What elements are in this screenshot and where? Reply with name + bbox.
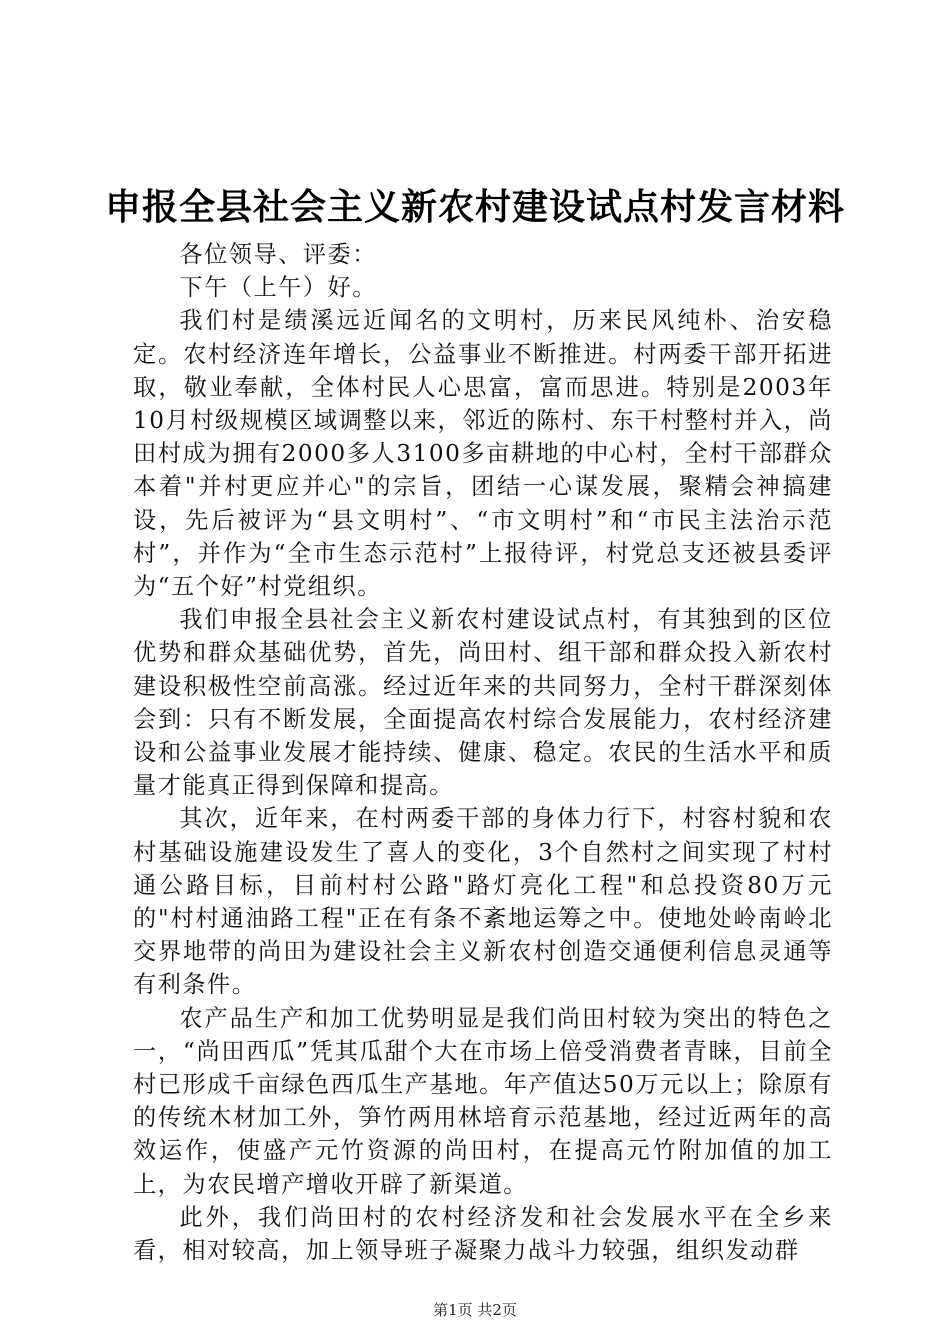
body-paragraph: 此外，我们尚田村的农村经济发和社会发展水平在全乡来看，相对较高，加上领导班子凝聚力战斗力较强，组织发动群 <box>133 1203 833 1265</box>
body-paragraph: 农产品生产和加工优势明显是我们尚田村较为突出的特色之一，“尚田西瓜”凭其瓜甜个大在市场上倍受消费者青睐，目前全村已形成千亩绿色西瓜生产基地。年产值达50万元以上；除原有的传统木材加工外，笋竹两用林培育示范基地，经过近两年的高效运作，使盛产元竹资源的尚田村，在提高元竹附加值的加工上，为农民增产增收开辟了新渠道。 <box>133 1004 833 1198</box>
body-paragraph: 我们申报全县社会主义新农村建设试点村，有其独到的区位优势和群众基础优势，首先，尚田村、组干部和群众投入新农村建设积极性空前高涨。经过近年来的共同努力，全村干群深刻体会到：只有不断发展，全面提高农村综合发展能力，农村经济建设和公益事业发展才能持续、健康、稳定。农民的生活水平和质量才能真正得到保障和提高。 <box>133 606 833 800</box>
page-number-footer: 第1页 共2页 <box>433 1301 517 1319</box>
document-body <box>133 238 833 1267</box>
greeting-paragraph: 下午（上午）好。 <box>179 274 377 302</box>
document-title: 申报全县社会主义新农村建设试点村发言材料 <box>104 187 845 228</box>
body-paragraph: 其次，近年来，在村两委干部的身体力行下，村容村貌和农村基础设施建设发生了喜人的变化，3个自然村之间实现了村村通公路目标，目前村村公路"路灯亮化工程"和总投资80万元的"村村通油路工程"正在有条不紊地运筹之中。使地处岭南岭北交界地带的尚田为建设社会主义新农村创造交通便利信息灵通等有利条件。 <box>133 805 833 999</box>
salutation-paragraph: 各位领导、评委： <box>179 241 377 268</box>
body-paragraph: 我们村是绩溪远近闻名的文明村，历来民风纯朴、治安稳定。农村经济连年增长，公益事业不断推进。村两委干部开拓进取，敬业奉献，全体村民人心思富，富而思进。特别是2003年10月村级规模区域调整以来，邻近的陈村、东干村整村并入，尚田村成为拥有2000多人3100多亩耕地的中心村，全村干部群众本着"并村更应并心"的宗旨，团结一心谋发展，聚精会神搞建设，先后被评为“县文明村”、“市文明村”和“市民主法治示范村”，并作为“全市生态示范村”上报待评，村党总支还被县委评为“五个好”村党组织。 <box>133 307 833 601</box>
